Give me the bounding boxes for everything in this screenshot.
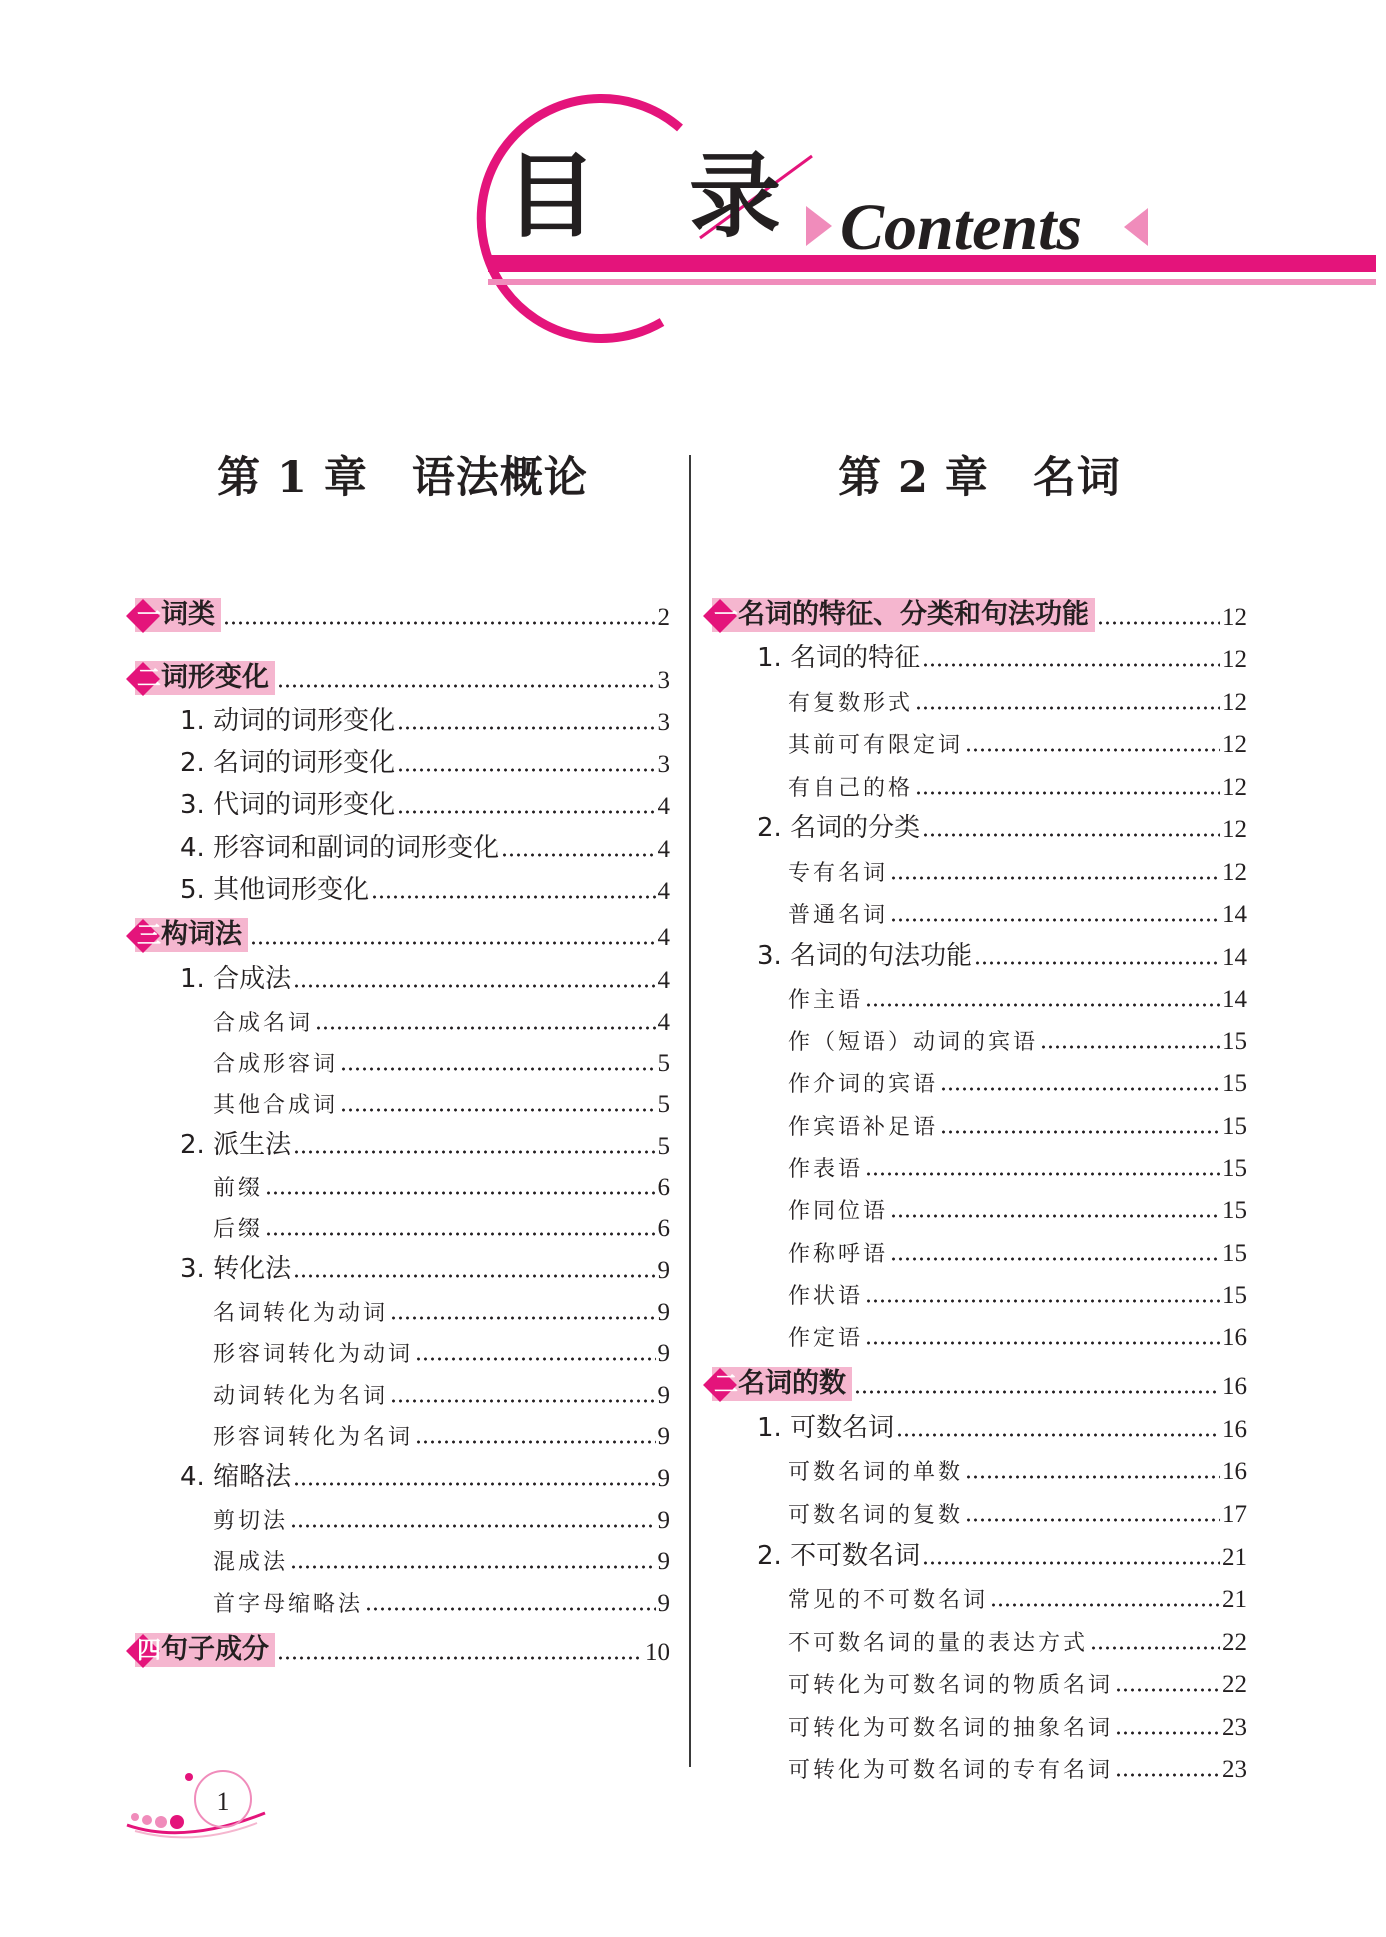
toc-item-entry (712, 1312, 1247, 1352)
toc-entry-label: 其前可有限定词 (788, 733, 964, 758)
toc-item-entry (712, 677, 1247, 717)
toc-page-number: 3 (657, 709, 670, 736)
toc-section-entry (135, 1627, 670, 1667)
toc-entry-label: 1. 名词的特征 (757, 643, 921, 673)
toc-entry-label: 可转化为可数名词的专有名词 (788, 1758, 1114, 1783)
toc-item-entry (135, 1287, 670, 1327)
page-number: 1 (216, 1787, 230, 1816)
toc-section-entry (135, 912, 670, 952)
toc-entry-label: 2. 派生法 (180, 1130, 292, 1160)
toc-subsection-entry (712, 932, 1247, 972)
toc-item-entry (712, 1744, 1247, 1784)
toc-page-number: 12 (1222, 689, 1247, 716)
dot-leader (315, 1026, 655, 1030)
toc-entry-label: 其他合成词 (213, 1093, 339, 1118)
toc-page-number: 4 (657, 878, 670, 905)
toc-entry-label: 2. 名词的词形变化 (180, 748, 396, 778)
header-band-thin (488, 279, 1376, 285)
toc-subsection-entry (135, 781, 670, 821)
toc-page-number: 4 (657, 793, 670, 820)
toc-entry-label: 作主语 (788, 988, 864, 1013)
toc-item-entry (712, 889, 1247, 929)
dot-leader (397, 768, 655, 772)
toc-page-number: 6 (657, 1215, 670, 1242)
toc-entry-label: 作介词的宾语 (788, 1072, 939, 1097)
toc-item-entry (712, 847, 1247, 887)
toc-item-entry (135, 1162, 670, 1202)
toc-item-entry (712, 974, 1247, 1014)
toc-item-entry (712, 762, 1247, 802)
toc-page-number: 15 (1222, 1282, 1247, 1309)
dot-leader (250, 941, 656, 945)
section-title: 词类 (161, 599, 215, 630)
toc-entry-label: 有复数形式 (788, 691, 914, 716)
dot-leader (501, 853, 655, 857)
section-title: 名词的数 (738, 1368, 846, 1399)
dot-leader (922, 833, 1220, 837)
dot-leader (865, 1299, 1220, 1303)
toc-entry-label: 可转化为可数名词的抽象名词 (788, 1716, 1114, 1741)
toc-item-entry (712, 719, 1247, 759)
toc-subsection-entry (712, 1404, 1247, 1444)
toc-page-number: 22 (1222, 1671, 1247, 1698)
toc-entry-label: 不可数名词的量的表达方式 (788, 1631, 1089, 1656)
dot-leader (1040, 1045, 1220, 1049)
toc-subsection-entry (135, 1121, 670, 1161)
toc-entry-label: 作宾语补足语 (788, 1115, 939, 1140)
dot-leader (896, 1433, 1220, 1437)
section-title: 句子成分 (161, 1634, 269, 1665)
toc-entry-label: 4. 缩略法 (180, 1462, 292, 1492)
toc-section-entry (712, 1361, 1247, 1401)
toc-subsection-entry (135, 1245, 670, 1285)
toc-item-entry (712, 1101, 1247, 1141)
toc-item-entry (135, 1578, 670, 1618)
toc-page-number: 15 (1222, 1113, 1247, 1140)
toc-subsection-entry (135, 697, 670, 737)
toc-page-number: 12 (1222, 816, 1247, 843)
toc-page-number: 17 (1222, 1501, 1247, 1528)
toc-entry-label: 可数名词的单数 (788, 1460, 964, 1485)
toc-item-entry (135, 1328, 670, 1368)
dot-leader (290, 1565, 655, 1569)
toc-section-entry (135, 592, 670, 632)
toc-entry-label: 混成法 (213, 1550, 289, 1575)
toc-page-number: 12 (1222, 859, 1247, 886)
dot-leader (865, 1172, 1220, 1176)
dot-leader (1115, 1731, 1220, 1735)
section-title: 名词的特征、分类和句法功能 (738, 599, 1089, 630)
toc-entry-label: 普通名词 (788, 903, 889, 928)
toc-entry-label: 后缀 (213, 1217, 264, 1242)
dot-leader (890, 1214, 1220, 1218)
toc-item-entry (135, 1079, 670, 1119)
toc-entry-label: 作同位语 (788, 1199, 889, 1224)
toc-page-number: 9 (657, 1299, 670, 1326)
dot-leader (277, 684, 656, 688)
toc-entry-label: 作状语 (788, 1284, 864, 1309)
toc-entry-label (712, 598, 1095, 632)
toc-entry-label: 动词转化为名词 (213, 1384, 389, 1409)
toc-page-number: 5 (657, 1091, 670, 1118)
dot-leader (922, 663, 1220, 667)
toc-entry-label (712, 1367, 852, 1401)
dot-leader (1115, 1688, 1220, 1692)
toc-entry-label: 作表语 (788, 1157, 864, 1182)
toc-page-number: 15 (1222, 1155, 1247, 1182)
toc-entry-label: 名词转化为动词 (213, 1301, 389, 1326)
toc-entry-label (135, 918, 248, 952)
toc-page-number: 12 (1222, 731, 1247, 758)
toc-item-entry (135, 1038, 670, 1078)
dot-leader (940, 1130, 1220, 1134)
toc-entry-label: 作定语 (788, 1326, 864, 1351)
toc-page-number: 2 (657, 604, 670, 631)
toc-item-entry (712, 1228, 1247, 1268)
toc-section-entry (712, 592, 1247, 632)
toc-page-number: 6 (657, 1174, 670, 1201)
toc-page-number: 16 (1222, 1416, 1247, 1443)
dot-leader (890, 876, 1220, 880)
toc-subsection-entry (135, 955, 670, 995)
dot-leader (415, 1357, 655, 1361)
toc-page-number: 23 (1222, 1756, 1247, 1783)
toc-item-entry (712, 1016, 1247, 1056)
dot-leader (965, 1475, 1220, 1479)
page-number-ornament (125, 1765, 270, 1845)
dot-leader (340, 1108, 655, 1112)
dot-leader (965, 748, 1220, 752)
toc-entry-label: 合成形容词 (213, 1052, 339, 1077)
toc-page-number: 12 (1222, 646, 1247, 673)
toc-entry-label: 1. 合成法 (180, 964, 292, 994)
toc-page-number: 15 (1222, 1240, 1247, 1267)
toc-subsection-entry (135, 1453, 670, 1493)
section-number: 四 (137, 1635, 161, 1664)
toc-item-entry (712, 1659, 1247, 1699)
toc-item-entry (135, 1495, 670, 1535)
toc-item-entry (712, 1270, 1247, 1310)
toc-page-number: 9 (657, 1590, 670, 1617)
toc-item-entry (712, 1702, 1247, 1742)
dot-leader (293, 984, 655, 988)
toc-item-entry (135, 997, 670, 1037)
dot-leader (865, 1341, 1220, 1345)
toc-page-number: 22 (1222, 1629, 1247, 1656)
toc-entry-label: 首字母缩略法 (213, 1592, 364, 1617)
toc-page-number: 15 (1222, 1028, 1247, 1055)
toc-entry-label: 5. 其他词形变化 (180, 875, 370, 905)
toc-item-entry (712, 1574, 1247, 1614)
section-number: 二 (137, 663, 161, 692)
toc-entry-label: 可数名词的复数 (788, 1503, 964, 1528)
toc-page-number: 10 (645, 1639, 670, 1666)
dot-leader (974, 961, 1220, 965)
toc-entry-label: 合成名词 (213, 1011, 314, 1036)
toc-page-number: 5 (657, 1133, 670, 1160)
chapter-title: 第 2 章 名词 (838, 453, 1121, 503)
toc-item-entry (712, 1185, 1247, 1225)
dot-leader (915, 706, 1220, 710)
toc-page-number: 4 (657, 836, 670, 863)
toc-page-number: 21 (1222, 1586, 1247, 1613)
toc-page-number: 5 (657, 1050, 670, 1077)
toc-page-number: 4 (657, 1009, 670, 1036)
dot-leader (415, 1440, 655, 1444)
dot-leader (890, 1257, 1220, 1261)
dot-leader (940, 1087, 1220, 1091)
dot-leader (223, 621, 656, 625)
toc-page-number: 16 (1222, 1373, 1247, 1400)
toc-entry-label: 4. 形容词和副词的词形变化 (180, 833, 500, 863)
toc-page-number: 15 (1222, 1197, 1247, 1224)
section-title: 词形变化 (161, 662, 269, 693)
toc-page-number: 3 (657, 751, 670, 778)
section-number: 二 (714, 1369, 738, 1398)
toc-page-number: 9 (657, 1507, 670, 1534)
toc-entry-label: 专有名词 (788, 861, 889, 886)
toc-page-number: 15 (1222, 1070, 1247, 1097)
toc-subsection-entry (712, 634, 1247, 674)
column-divider (689, 455, 691, 1767)
toc-entry-label: 作称呼语 (788, 1242, 889, 1267)
dot-leader (854, 1390, 1220, 1394)
dot-leader (390, 1316, 655, 1320)
toc-page-number: 12 (1222, 774, 1247, 801)
toc-entry-label: 3. 名词的句法功能 (757, 941, 973, 971)
toc-item-entry (135, 1203, 670, 1243)
dot-leader (365, 1607, 655, 1611)
toc-item-entry (135, 1536, 670, 1576)
toc-page-number: 23 (1222, 1714, 1247, 1741)
toc-page-number: 9 (657, 1382, 670, 1409)
dot-leader (265, 1191, 655, 1195)
toc-page-number: 21 (1222, 1544, 1247, 1571)
toc-entry-label (135, 661, 275, 695)
toc-entry-label: 常见的不可数名词 (788, 1588, 989, 1613)
dot-leader (371, 895, 655, 899)
contents-title-chinese: 目 录 (505, 142, 812, 250)
toc-page-number: 16 (1222, 1324, 1247, 1351)
dot-leader (293, 1482, 655, 1486)
toc-item-entry (712, 1058, 1247, 1098)
toc-entry-label: 形容词转化为名词 (213, 1425, 414, 1450)
section-number: 一 (714, 600, 738, 629)
toc-entry-label: 剪切法 (213, 1509, 289, 1534)
toc-page-number: 9 (657, 1340, 670, 1367)
toc-subsection-entry (712, 804, 1247, 844)
toc-entry-label: 有自己的格 (788, 776, 914, 801)
dot-leader (1097, 621, 1220, 625)
toc-entry-label: 作（短语）动词的宾语 (788, 1030, 1039, 1055)
toc-page-number: 4 (657, 967, 670, 994)
dot-leader (1115, 1773, 1220, 1777)
toc-item-entry (135, 1370, 670, 1410)
toc-page-number: 16 (1222, 1458, 1247, 1485)
toc-section-entry (135, 655, 670, 695)
toc-item-entry (712, 1489, 1247, 1529)
toc-page-number: 12 (1222, 604, 1247, 631)
chapter-title: 第 1 章 语法概论 (217, 453, 588, 503)
toc-item-entry (712, 1446, 1247, 1486)
section-number: 一 (137, 600, 161, 629)
toc-page-number: 14 (1222, 986, 1247, 1013)
contents-title-english: Contents (840, 191, 1083, 264)
toc-page-number: 9 (657, 1423, 670, 1450)
dot-leader (922, 1561, 1220, 1565)
toc-entry-label (135, 1633, 275, 1667)
toc-subsection-entry (135, 824, 670, 864)
dot-leader (277, 1656, 643, 1660)
triangle-left-icon (1124, 208, 1148, 246)
toc-entry-label: 可转化为可数名词的物质名词 (788, 1673, 1114, 1698)
dot-leader (890, 918, 1220, 922)
section-title: 构词法 (161, 919, 242, 950)
dot-leader (397, 810, 655, 814)
toc-entry-label: 形容词转化为动词 (213, 1342, 414, 1367)
toc-entry-label: 1. 可数名词 (757, 1413, 895, 1443)
toc-item-entry (135, 1411, 670, 1451)
dot-leader (390, 1399, 655, 1403)
toc-subsection-entry (712, 1532, 1247, 1572)
section-number: 三 (137, 920, 161, 949)
dot-leader (290, 1524, 655, 1528)
toc-entry-label: 3. 代词的词形变化 (180, 790, 396, 820)
dot-leader (340, 1067, 655, 1071)
toc-subsection-entry (135, 866, 670, 906)
dot-leader (990, 1603, 1220, 1607)
toc-item-entry (712, 1617, 1247, 1657)
dot-leader (293, 1150, 655, 1154)
toc-entry-label (135, 598, 221, 632)
toc-entry-label: 2. 名词的分类 (757, 813, 921, 843)
dot-leader (965, 1518, 1220, 1522)
toc-entry-label: 2. 不可数名词 (757, 1541, 921, 1571)
toc-item-entry (712, 1143, 1247, 1183)
toc-page-number: 4 (657, 924, 670, 951)
toc-entry-label: 3. 转化法 (180, 1254, 292, 1284)
toc-page-number: 9 (657, 1465, 670, 1492)
toc-entry-label: 1. 动词的词形变化 (180, 706, 396, 736)
dot-leader (293, 1274, 655, 1278)
toc-subsection-entry (135, 739, 670, 779)
toc-page-number: 14 (1222, 901, 1247, 928)
toc-page-number: 3 (657, 667, 670, 694)
toc-entry-label: 前缀 (213, 1176, 264, 1201)
toc-page-number: 9 (657, 1257, 670, 1284)
dot-leader (265, 1232, 655, 1236)
dot-leader (915, 791, 1220, 795)
dot-leader (397, 726, 655, 730)
dot-leader (1090, 1646, 1220, 1650)
toc-page-number: 9 (657, 1548, 670, 1575)
toc-page-number: 14 (1222, 944, 1247, 971)
dot-leader (865, 1003, 1220, 1007)
